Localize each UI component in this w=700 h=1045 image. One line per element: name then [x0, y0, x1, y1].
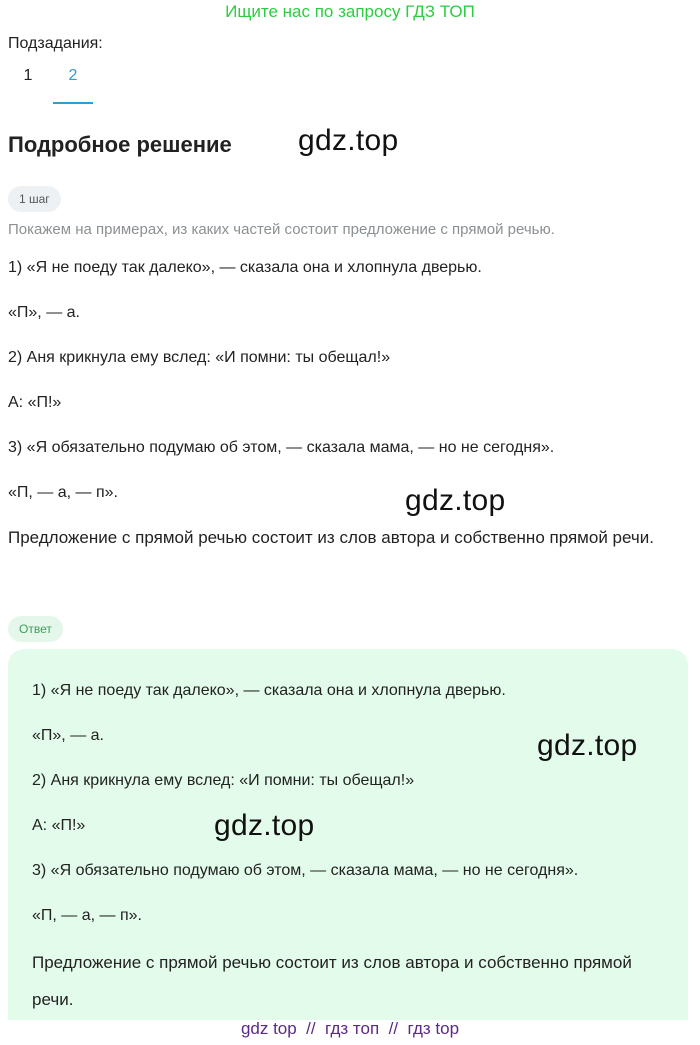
solution-line: А: «П!» [8, 394, 62, 411]
watermark: gdz.top [214, 809, 315, 842]
solution-line: «П», — а. [8, 304, 80, 321]
solution-line: 3) «Я обязательно подумаю об этом, — сказала мама, — но не сегодня». [8, 439, 555, 456]
solution-line: 2) Аня крикнула ему вслед: «И помни: ты обещал!» [8, 349, 391, 366]
tab-subtask-2[interactable]: 2 [53, 62, 93, 98]
answer-line: А: «П!» [32, 817, 86, 834]
promo-banner: Ищите нас по запросу ГДЗ ТОП [225, 2, 475, 21]
answer-line: 1) «Я не поеду так далеко», — сказала она и хлопнула дверью. [32, 682, 506, 699]
subtask-tabs [8, 62, 98, 98]
answer-summary: Предложение с прямой речью состоит из слов автора и собственно прямой речи. [32, 953, 632, 1009]
watermark: gdz.top [298, 124, 399, 157]
section-title: Подробное решение [8, 132, 232, 157]
footer-links: gdz top // гдз топ // гдз top [240, 1019, 460, 1038]
solution-line: 1) «Я не поеду так далеко», — сказала она и хлопнула дверью. [8, 259, 482, 276]
answer-badge: Ответ [8, 616, 63, 642]
answer-line: 2) Аня крикнула ему вслед: «И помни: ты обещал!» [32, 772, 415, 789]
solution-lead: Покажем на примерах, из каких частей состоит предложение с прямой речью. [8, 221, 555, 238]
solution-summary: Предложение с прямой речью состоит из слов автора и собственно прямой речи. [8, 528, 654, 547]
answer-line: 3) «Я обязательно подумаю об этом, — сказала мама, — но не сегодня». [32, 862, 579, 879]
tab-subtask-1[interactable]: 1 [23, 67, 33, 84]
answer-line: «П», — а. [32, 727, 104, 744]
watermark: gdz.top [537, 729, 638, 762]
watermark: gdz.top [405, 484, 506, 517]
step-badge: 1 шаг [8, 186, 61, 212]
subtasks-label: Подзадания: [8, 35, 103, 52]
answer-line: «П, — а, — п». [32, 907, 142, 924]
solution-line: «П, — а, — п». [8, 484, 118, 501]
